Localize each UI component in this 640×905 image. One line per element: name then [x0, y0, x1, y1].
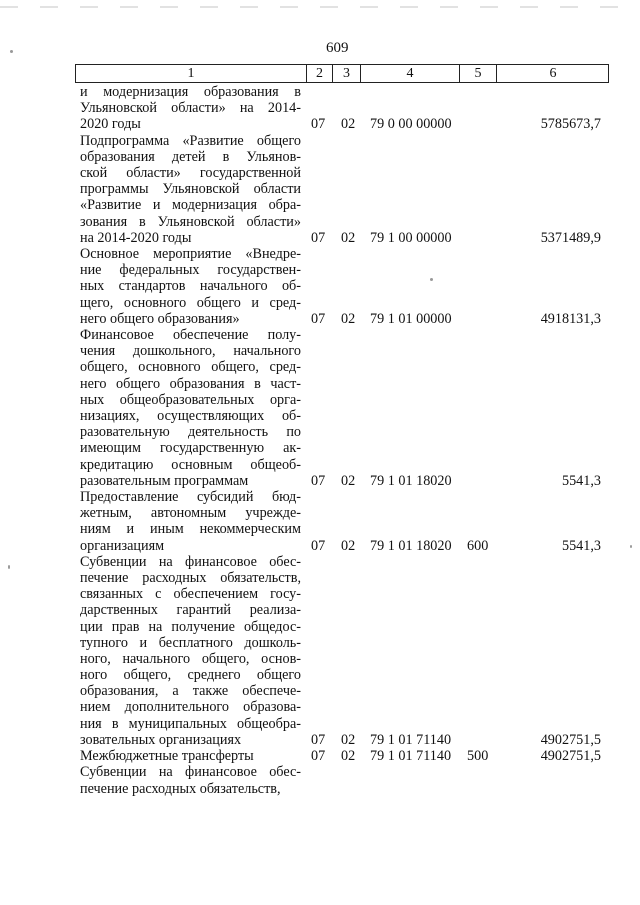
description-line: ных стандартов начального об-	[80, 278, 301, 295]
header-col-2: 2	[306, 65, 332, 82]
description-line: «Развитие и модернизация обра-	[80, 197, 301, 214]
description-line: него общего образования в част-	[80, 375, 301, 392]
page-number: 609	[326, 40, 349, 56]
subsection-code: 02	[341, 229, 356, 246]
description-line: ции прав на получение общедос-	[80, 618, 301, 635]
description-line: разовательную деятельность по	[80, 424, 301, 441]
subsection-code: 02	[341, 537, 356, 554]
description-line: жетным, автономным учрежде-	[80, 505, 301, 522]
expense-type-code: 500	[467, 748, 489, 765]
description-line: него общего образования»	[80, 310, 240, 327]
description-line: печение расходных обязательств,	[80, 569, 301, 586]
section-code: 07	[311, 731, 326, 748]
description-line: образования, а также обеспече-	[80, 683, 301, 700]
description-line: общего, основного общего, сред-	[80, 359, 301, 376]
description-line: на 2014-2020 годы	[80, 229, 192, 246]
section-code: 07	[311, 116, 326, 133]
description-line: образования детей в Ульянов-	[80, 148, 301, 165]
description-line: Субвенции на финансовое обес-	[80, 553, 301, 570]
scan-artifact-mark	[8, 565, 10, 569]
row-description	[80, 764, 301, 796]
scan-artifact-mark	[430, 278, 433, 281]
description-line: ного, начального общего, основ-	[80, 650, 301, 667]
amount-value: 4918131,3	[540, 310, 601, 327]
subsection-code: 02	[341, 748, 356, 765]
target-article-code: 79 1 01 71140	[370, 748, 452, 765]
amount-value: 5541,3	[561, 472, 601, 489]
row-description	[80, 246, 301, 327]
description-line: 2020 годы	[80, 116, 141, 133]
description-line: Предоставление субсидий бюд-	[80, 489, 301, 505]
row-description	[80, 554, 301, 748]
scan-artifact-mark	[630, 545, 632, 548]
header-col-4: 4	[360, 65, 459, 82]
description-line: печение расходных обязательств,	[80, 780, 281, 797]
amount-value: 5541,3	[561, 537, 601, 554]
description-line: ниям и иным некоммерческим	[80, 521, 301, 538]
amount-value: 5371489,9	[540, 229, 601, 246]
target-article-code: 79 1 00 00000	[370, 229, 452, 246]
description-line: организациям	[80, 537, 165, 554]
description-line: низациях, осуществляющих об-	[80, 407, 301, 424]
target-article-code: 79 0 00 00000	[370, 116, 452, 133]
description-line: связанных с обеспечением госу-	[80, 586, 301, 603]
scan-artifact-mark	[10, 50, 13, 53]
header-col-1: 1	[187, 66, 195, 81]
header-col-6: 6	[496, 65, 609, 82]
description-line: зования в Ульяновской области»	[80, 213, 301, 230]
description-line: Основное мероприятие «Внедре-	[80, 246, 301, 262]
subsection-code: 02	[341, 472, 356, 489]
section-code: 07	[311, 748, 326, 765]
row-description	[80, 84, 301, 133]
description-line: разовательным программам	[80, 472, 249, 489]
table-header	[75, 64, 609, 83]
subsection-code: 02	[341, 310, 356, 327]
description-line: программы Ульяновской области	[80, 181, 301, 198]
description-line: и модернизация образования в	[80, 84, 301, 100]
section-code: 07	[311, 472, 326, 489]
section-code: 07	[311, 310, 326, 327]
row-description	[80, 133, 301, 246]
header-col-3: 3	[332, 65, 360, 82]
subsection-code: 02	[341, 116, 356, 133]
description-line: ния в муниципальных общеобра-	[80, 715, 301, 732]
description-line: Субвенции на финансовое обес-	[80, 764, 301, 781]
description-line: Подпрограмма «Развитие общего	[80, 132, 301, 149]
description-line: Финансовое обеспечение полу-	[80, 327, 301, 343]
amount-value: 4902751,5	[540, 748, 601, 765]
description-line: зовательных организациях	[80, 731, 242, 748]
description-line: чения дошкольного, начального	[80, 343, 301, 360]
row-description	[80, 327, 301, 489]
description-line: Ульяновской области» на 2014-	[80, 100, 301, 117]
section-code: 07	[311, 229, 326, 246]
amount-value: 4902751,5	[540, 731, 601, 748]
description-line: ние федеральных государствен-	[80, 262, 301, 279]
amount-value: 5785673,7	[540, 116, 601, 133]
target-article-code: 79 1 01 18020	[370, 472, 452, 489]
description-line: кредитацию основным общеоб-	[80, 456, 301, 473]
expense-type-code: 600	[467, 537, 489, 554]
description-line: щего, основного общего и сред-	[80, 294, 301, 311]
row-description	[80, 489, 301, 554]
header-col-5: 5	[459, 65, 496, 82]
target-article-code: 79 1 01 71140	[370, 731, 452, 748]
section-code: 07	[311, 537, 326, 554]
scan-artifact-top	[0, 6, 640, 8]
target-article-code: 79 1 01 18020	[370, 537, 452, 554]
description-line: тупного и бесплатного дошколь-	[80, 634, 301, 651]
description-line: ного общего, среднего общего	[80, 667, 301, 684]
row-description	[80, 748, 301, 764]
description-line: нием дополнительного образова-	[80, 699, 301, 716]
subsection-code: 02	[341, 731, 356, 748]
description-line: ской области» государственной	[80, 164, 301, 181]
description-line: Межбюджетные трансферты	[80, 748, 254, 765]
target-article-code: 79 1 01 00000	[370, 310, 452, 327]
description-line: имеющим государственную ак-	[80, 440, 301, 457]
description-line: дарственных гарантий реализа-	[80, 602, 301, 619]
description-line: ных общеобразовательных орга-	[80, 391, 301, 408]
